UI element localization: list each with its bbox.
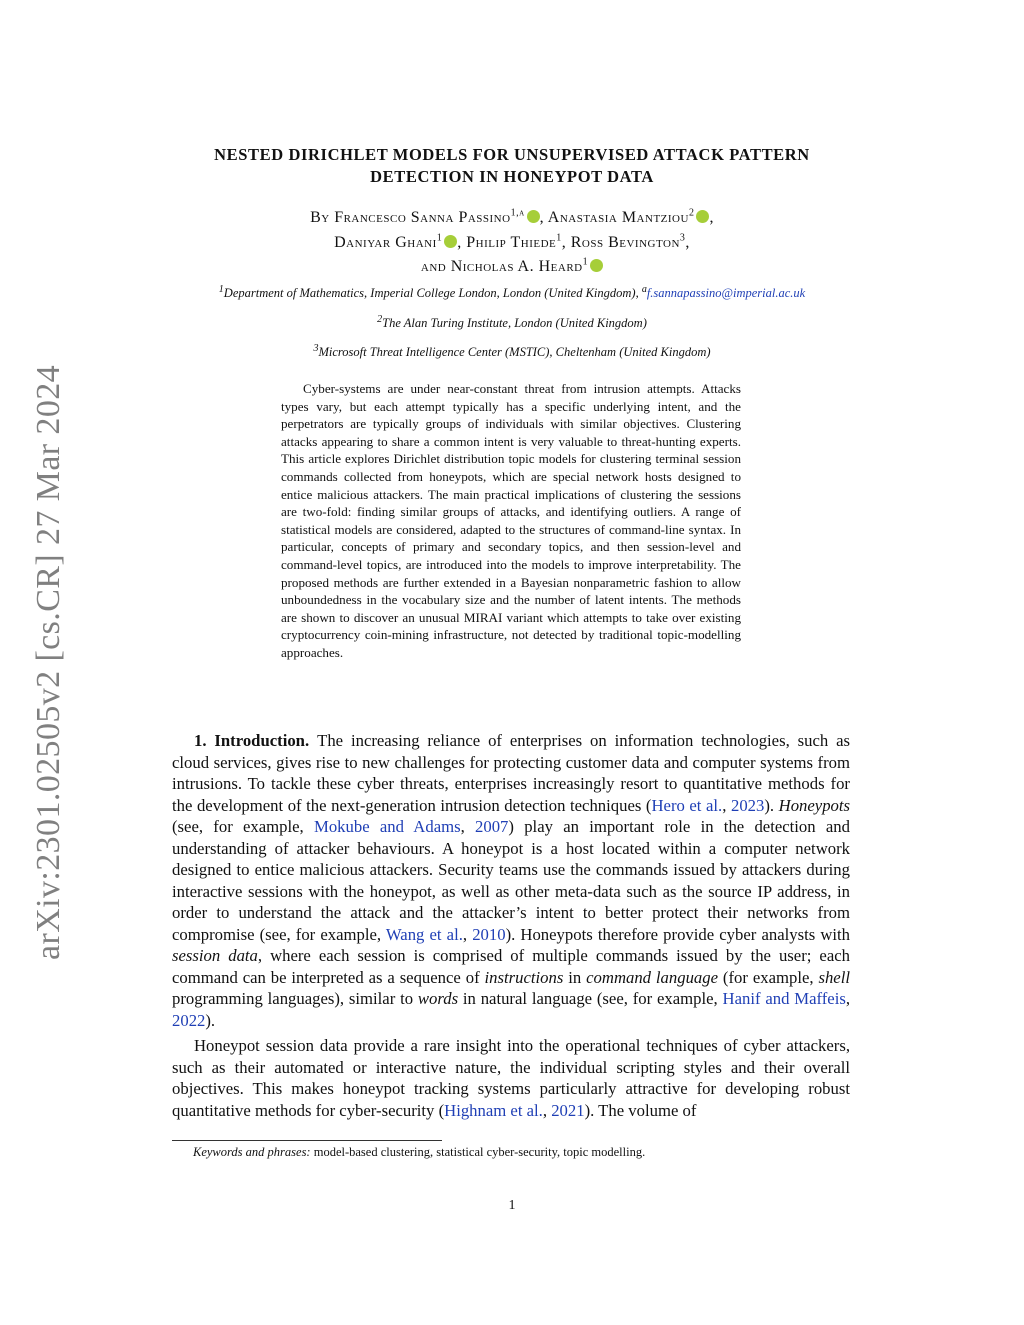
orcid-icon[interactable]: [444, 235, 457, 248]
paper-title: [150, 144, 874, 188]
author-list: [150, 206, 874, 280]
separator: ,: [685, 233, 690, 251]
affil-text: The Alan Turing Institute, London (United Kingdom): [382, 316, 647, 330]
citation-link[interactable]: Highnam et al.: [444, 1100, 543, 1120]
intro-paragraph-2: Honeypot session data provide a rare insight into the operational techniques of cyber attackers, such as their automated or interactive nature, the individual scripting styles and their overall objectives. This makes honeypot tracking systems particularly attractive for developing robust quantitative methods for cyber-security (Highnam et al., 2021). The volume of: [172, 1036, 850, 1120]
text: ).: [205, 1010, 216, 1030]
separator: ,: [561, 233, 571, 251]
emphasis: command language: [586, 967, 719, 987]
author-affil-sup: 1,a: [510, 207, 525, 219]
separator: ,: [709, 209, 714, 226]
text: Honeypot session data provide a rare insight into the operational techniques of cyber attackers, such as their automated or interactive nature, the individual scripting styles and their overall objectives. This makes honeypot tracking systems particularly attractive for developing robust quantitative methods for cyber-security (: [172, 1036, 850, 1120]
section-heading: 1. Introduction.: [194, 731, 310, 750]
separator: ,: [457, 233, 467, 251]
text: ). The volume of: [584, 1100, 697, 1120]
citation-link[interactable]: Mokube and Adams: [313, 817, 461, 836]
author-line-1: [150, 206, 874, 231]
affiliation-3: [150, 342, 874, 360]
author-name: Nicholas A. Heard: [450, 258, 583, 275]
separator: ,: [539, 209, 548, 226]
text: in: [563, 967, 587, 987]
citation-year-link[interactable]: 2010: [472, 924, 506, 944]
title-line-2: DETECTION IN HONEYPOT DATA: [370, 167, 654, 186]
author-name: Francesco Sanna Passino: [334, 209, 511, 226]
and-label: and: [420, 258, 451, 275]
affiliation-1: [150, 283, 874, 301]
citation-year-link[interactable]: 2022: [172, 1010, 206, 1030]
author-name: Daniyar Ghani: [334, 233, 437, 251]
arxiv-identifier: arXiv:2301.02505v2 [cs.CR] 27 Mar 2024: [30, 364, 67, 960]
author-name: Anastasia Mantziou: [547, 209, 689, 226]
affil-sup: 2: [377, 313, 383, 325]
text: (for example,: [718, 967, 819, 987]
text: ) play an important role in the detection and understanding of attacker behaviours. A honeypot is a host located within a computer network designed to entice malicious attackers. Security teams use the commands issued by attackers during interactive sessions with the honeypot, as well as other meta-data such as the source IP address, in order to understand the attack and the attacker’s intent to better protect their networks from compromise (see, for example,: [172, 817, 850, 944]
citation-link[interactable]: Wang et al.: [385, 924, 463, 944]
affil-sup: 3: [313, 342, 319, 354]
orcid-icon[interactable]: [590, 259, 603, 272]
author-affil-sup: 1: [556, 232, 562, 244]
author-affil-sup: 2: [688, 207, 695, 219]
author-affil-sup: 3: [679, 232, 686, 244]
text: (see, for example,: [172, 817, 314, 836]
author-line-2: [150, 231, 874, 256]
footnote-text: model-based clustering, statistical cyber-security, topic modelling.: [310, 1145, 646, 1159]
citation-year-link[interactable]: 2007: [475, 817, 509, 836]
text: The increasing reliance of enterprises on information technologies, such as cloud services, gives rise to new challenges for protecting customer data and computer systems from intrusions. To tackle these cyber threats, enterprises increasingly resort to quantitative methods for the development of the next-generation intrusion detection techniques (: [172, 731, 850, 815]
footnote-label: Keywords and phrases:: [193, 1145, 311, 1159]
emphasis: Honeypots: [778, 795, 851, 815]
introduction-section: [172, 730, 850, 1121]
text: , where each session is comprised of multiple commands issued by the user; each command can be interpreted as a sequence of: [172, 946, 850, 987]
orcid-icon[interactable]: [696, 210, 709, 223]
footnote-keywords: [193, 1145, 873, 1160]
affil-sup: 1: [218, 283, 224, 295]
affil-text: Microsoft Threat Intelligence Center (MSTIC), Cheltenham (United Kingdom): [318, 345, 711, 359]
citation-year-link[interactable]: 2023: [730, 795, 765, 815]
emphasis: session data: [172, 946, 258, 965]
text: programming languages), similar to: [172, 989, 418, 1008]
author-line-3: [150, 255, 874, 280]
author-name: Ross Bevington: [570, 233, 680, 251]
affiliation-2: [150, 313, 874, 331]
text: in natural language (see, for example,: [458, 989, 723, 1008]
author-name: Philip Thiede: [466, 233, 557, 251]
affil-text: Department of Mathematics, Imperial College London, London (United Kingdom),: [223, 286, 642, 300]
emphasis: instructions: [484, 967, 564, 987]
email-sup: a: [641, 283, 647, 295]
title-line-1: NESTED DIRICHLET MODELS FOR UNSUPERVISED ATTACK PATTERN: [214, 145, 810, 164]
email-link[interactable]: f.sannapassino@imperial.ac.uk: [646, 286, 806, 300]
page-number: 1: [508, 1198, 516, 1213]
by-label: By: [310, 209, 335, 226]
citation-link[interactable]: Hero et al.: [651, 795, 723, 815]
abstract: Cyber-systems are under near-constant threat from intrusion attempts. Attacks types vary, but each attempt typically has a specific underlying intent, and the perpetrators are typically groups of individuals with similar objectives. Clustering attacks appearing to share a common intent is very valuable to threat-hunting experts. This article explores Dirichlet distribution topic models for clustering terminal session commands collected from honeypots, which are special network hosts designed to entice malicious attackers. The main practical implications of clustering the sessions are two-fold: finding similar groups of attacks, and identifying outliers. A range of statistical models are considered, adapted to the structures of command-line syntax. In particular, concepts of primary and secondary topics, and then session-level and command-level topics, are introduced into the models to improve interpretability. The proposed methods are further extended in a Bayesian nonparametric fashion to allow unboundedness in the vocabulary size and the number of latent intents. The methods are shown to discover an unusual MIRAI variant which attempts to take over existing cryptocurrency coin-mining infrastructure, not detected by traditional topic-modelling approaches.: [281, 381, 741, 660]
intro-paragraph-1: 1. Introduction. The increasing reliance of enterprises on information technologies, such as cloud services, gives rise to new challenges for protecting customer data and computer systems from intrusions. To tackle these cyber threats, enterprises increasingly resort to quantitative methods for the development of the next-generation intrusion detection techniques (Hero et al., 2023). Honeypots (see, for example, Mokube and Adams, 2007) play an important role in the detection and understanding of attacker behaviours. A honeypot is a host located within a computer network designed to entice malicious attackers. Security teams use the commands issued by attackers during interactive sessions with the honeypot, as well as other meta-data such as the source IP address, in order to understand the attack and the attacker’s intent to better protect their networks from compromise (see, for example, Wang et al., 2010). Honeypots therefore provide cyber analysts with session data, where each session is comprised of multiple commands issued by the user; each command can be interpreted as a sequence of instructions in command language (for example, shell programming languages), similar to words in natural language (see, for example, Hanif and Maffeis, 2022).: [172, 731, 851, 1030]
text: ). Honeypots therefore provide cyber analysts with: [505, 924, 851, 944]
emphasis: words: [417, 989, 459, 1008]
author-affil-sup: 1: [436, 232, 443, 244]
author-affil-sup: 1: [582, 256, 589, 268]
emphasis: shell: [818, 967, 850, 987]
text: ).: [764, 795, 779, 815]
orcid-icon[interactable]: [527, 210, 540, 223]
citation-link[interactable]: Hanif and Maffeis: [722, 989, 846, 1008]
citation-year-link[interactable]: 2021: [551, 1100, 585, 1120]
footnote-rule: [172, 1140, 442, 1141]
